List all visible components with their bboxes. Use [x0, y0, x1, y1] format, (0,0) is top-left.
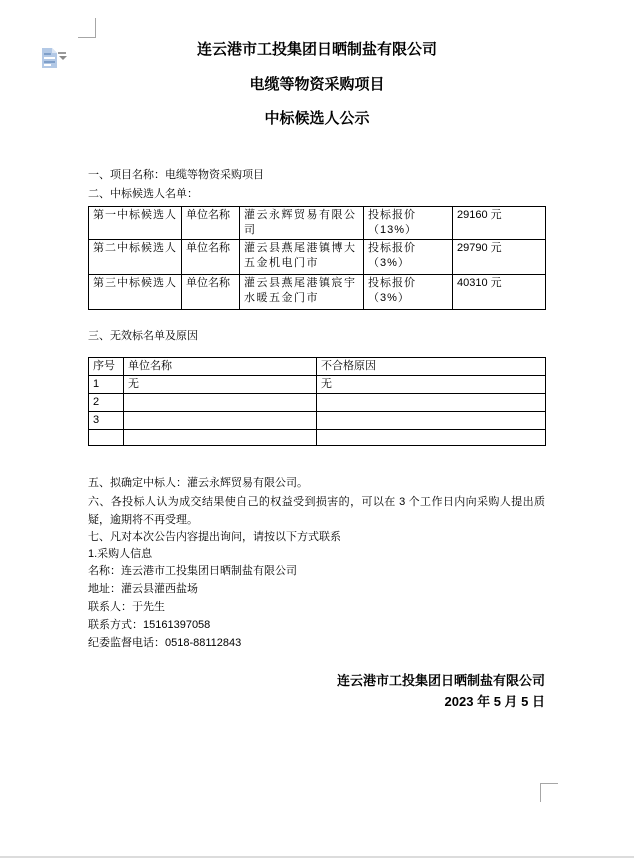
candidate-rank: 第一中标候选人 [89, 207, 182, 240]
company-cell: 无 [124, 376, 317, 394]
column-header-reason: 不合格原因 [317, 358, 546, 376]
table-row [89, 207, 546, 240]
company-cell [124, 430, 317, 446]
candidate-rank: 第二中标候选人 [89, 240, 182, 275]
reason-cell: 无 [317, 376, 546, 394]
section-1-project-name: 一、项目名称：电缆等物资采购项目 [88, 169, 264, 181]
table-row [89, 376, 546, 394]
section-3-invalid-bids-heading: 三、无效标名单及原因 [88, 330, 198, 342]
company-cell [124, 394, 317, 412]
price-label: 投标报价（13%） [364, 207, 453, 240]
reason-cell [317, 430, 546, 446]
document-title-project: 电缆等物资采购项目 [249, 76, 385, 93]
table-row [89, 412, 546, 430]
field-label: 单位名称 [182, 207, 240, 240]
company-name: 灌云县燕尾港镇宸宇水暖五金门市 [240, 275, 364, 310]
table-row [89, 394, 546, 412]
table-row [89, 430, 546, 446]
document-title-announcement: 中标候选人公示 [264, 110, 370, 127]
column-header-serial: 序号 [89, 358, 124, 376]
table-row [89, 275, 546, 310]
buyer-info-heading: 1.采购人信息 [88, 548, 153, 560]
serial-cell: 3 [89, 412, 124, 430]
text-boundary-mark-top-left [78, 18, 96, 38]
column-header-company: 单位名称 [124, 358, 317, 376]
field-label: 单位名称 [182, 275, 240, 310]
candidate-table [88, 206, 546, 310]
invalid-bid-table [88, 357, 546, 446]
table-header-row [89, 358, 546, 376]
signature-company: 连云港市工投集团日晒制盐有限公司 [336, 673, 545, 688]
reason-cell [317, 394, 546, 412]
reason-cell [317, 412, 546, 430]
price-value: 40310 元 [453, 275, 546, 310]
contact-phone: 联系方式：15161397058 [88, 619, 211, 631]
buyer-name: 名称：连云港市工投集团日晒制盐有限公司 [88, 565, 297, 577]
page-bottom-edge [0, 856, 634, 858]
price-label: 投标报价（3%） [364, 275, 453, 310]
buyer-address: 地址：灌云县灌西盐场 [88, 583, 198, 595]
contact-person: 联系人：于先生 [88, 601, 165, 613]
serial-cell: 2 [89, 394, 124, 412]
candidate-rank: 第三中标候选人 [89, 275, 182, 310]
company-cell [124, 412, 317, 430]
supervision-phone: 纪委监督电话：0518-88112843 [88, 637, 242, 649]
document-title-company: 连云港市工投集团日晒制盐有限公司 [196, 41, 437, 58]
text-boundary-mark-bottom-right [540, 783, 558, 802]
price-value: 29790 元 [453, 240, 546, 275]
price-value: 29160 元 [453, 207, 546, 240]
serial-cell: 1 [89, 376, 124, 394]
company-name: 灌云永辉贸易有限公司 [240, 207, 364, 240]
price-label: 投标报价（3%） [364, 240, 453, 275]
section-6-objection-notice: 六、各投标人认为成交结果使自己的权益受到损害的，可以在 3 个工作日内向采购人提出质疑，逾期将不再受理。 [88, 496, 545, 526]
signature-date: 2023 年 5 月 5 日 [444, 694, 545, 709]
section-2-candidate-list-heading: 二、中标候选人名单： [88, 188, 198, 200]
section-5-proposed-winner: 五、拟确定中标人：灌云永辉贸易有限公司。 [88, 477, 308, 489]
section-7-inquiry-contact: 七、凡对本次公告内容提出询问，请按以下方式联系 [88, 531, 341, 543]
table-row [89, 240, 546, 275]
serial-cell [89, 430, 124, 446]
company-name: 灌云县燕尾港镇博大五金机电门市 [240, 240, 364, 275]
field-label: 单位名称 [182, 240, 240, 275]
